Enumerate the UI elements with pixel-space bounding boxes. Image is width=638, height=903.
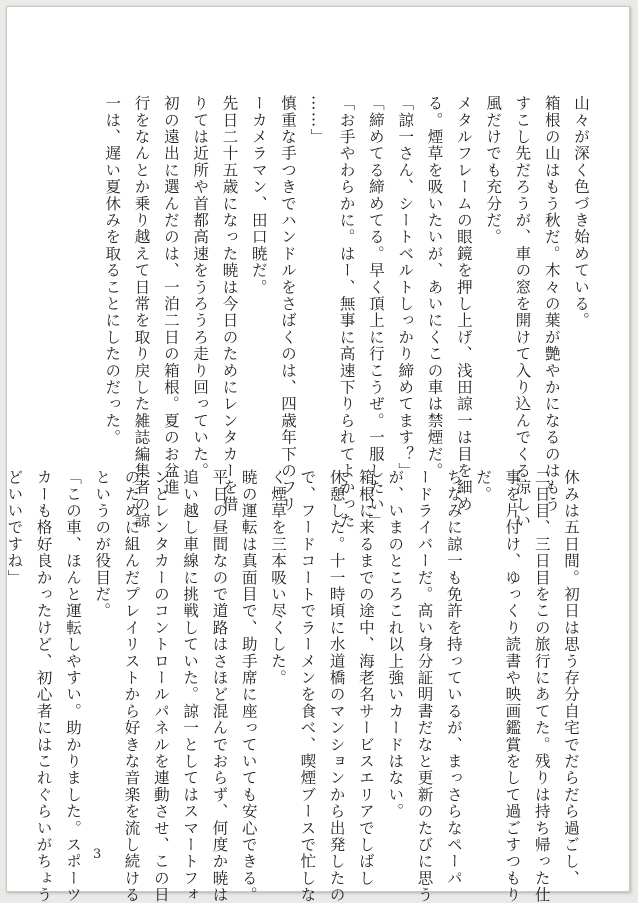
document-page bbox=[5, 6, 630, 903]
text-line: 山々が深く色づき始めている。 bbox=[572, 95, 590, 329]
text-line: 暁の運転は真面目で、助手席に座っていても安心できる。 bbox=[239, 469, 258, 903]
text-line: 二日目、三日目をこの旅行にあてた。残りは持ち帰った仕 bbox=[532, 469, 551, 903]
text-line: りては近所や首都高速をうろうろ走り回っていた。 bbox=[191, 95, 210, 480]
text-line: 箱根の山はもう秋だ。木々の葉が艶やかになるのはもう bbox=[542, 95, 561, 513]
text-line: 行をなんとか乗り越えて日常を取り戻した雑誌編集者の諒 bbox=[132, 95, 151, 530]
text-line: ンとレンタカーのコントロールパネルを連動させ、この日 bbox=[151, 469, 170, 903]
text-line: る。煙草を吸いたいが、あいにくこの車は禁煙だ。 bbox=[425, 95, 444, 480]
page-number: 3 bbox=[93, 847, 102, 862]
text-line: 初の遠出に選んだのは、一泊二日の箱根。夏のお盆進 bbox=[161, 95, 180, 496]
text-line: のために組んだプレイリストから好きな音楽を流し続ける bbox=[122, 469, 141, 903]
text-line: カーも格好良かったけど、初心者にはこれぐらいがちょう bbox=[34, 469, 53, 903]
text-line: 箱根に来るまでの途中、海老名サービスエリアでしばし bbox=[356, 469, 375, 887]
text-line: く煙草を三本吸い尽くした。 bbox=[269, 469, 288, 687]
text-line: 追い越し車線に挑戦していた。諒一としてはスマートフォ bbox=[181, 469, 200, 903]
text-line: 「この車、ほんと運転しやすい。助かりました。スポーツ bbox=[63, 469, 82, 903]
lower-text-block bbox=[0, 469, 585, 903]
text-line: 平日の昼間なので道路はさほど混んでおらず、何度か暁は bbox=[210, 469, 229, 903]
text-line: 先日二十五歳になった暁は今日のためにレンタカーを借 bbox=[220, 95, 239, 513]
text-line: ……」 bbox=[308, 95, 327, 146]
text-line: ードライバーだ。高い身分証明書だなと更新のたびに思う bbox=[415, 469, 434, 903]
text-line: だ。 bbox=[474, 469, 493, 503]
upper-text-block bbox=[97, 95, 595, 530]
text-line: が、いまのところこれ以上強いカードはない。 bbox=[386, 469, 405, 820]
text-line: で、フードコートでラーメンを食べ、喫煙ブースで忙しな bbox=[298, 469, 317, 903]
text-line: 一は、遅い夏休みを取ることにしたのだった。 bbox=[103, 95, 122, 446]
text-line: 「諒一さん、シートベルトしっかり締めてます？」 bbox=[396, 95, 415, 480]
text-line: どいいですね」 bbox=[5, 469, 24, 586]
text-line: 風だけでも充分だ。 bbox=[484, 95, 503, 246]
text-line: 休みは五日間。初日は思う存分自宅でだらだら過ごし、 bbox=[562, 469, 580, 887]
text-line: 「お手やわらかに。はー、無事に高速下りられてよかった bbox=[337, 95, 356, 530]
text-line: すこし先だろうが、車の窓を開けて入り込んでくる涼しい bbox=[513, 95, 532, 530]
text-line: 慎重な手つきでハンドルをさばくのは、四歳年下のフリ bbox=[279, 95, 298, 513]
text-line: 「締めてる締めてる。早く頂上に行こうぜ。一服したい」 bbox=[366, 95, 385, 530]
text-line: ーカメラマン、田口暁だ。 bbox=[249, 95, 268, 296]
text-line: メタルフレームの眼鏡を押し上げ、浅田諒一は目を細め bbox=[454, 95, 473, 513]
text-line: 事を片付け、ゆっくり読書や映画鑑賞をして過ごすつもり bbox=[503, 469, 522, 903]
text-line: というのが役目だ。 bbox=[93, 469, 112, 620]
text-line: 休憩した。十一時頃に水道橋のマンションから出発したの bbox=[327, 469, 346, 903]
text-line: ちなみに諒一も免許を持っているが、まっさらなペーパ bbox=[444, 469, 463, 887]
